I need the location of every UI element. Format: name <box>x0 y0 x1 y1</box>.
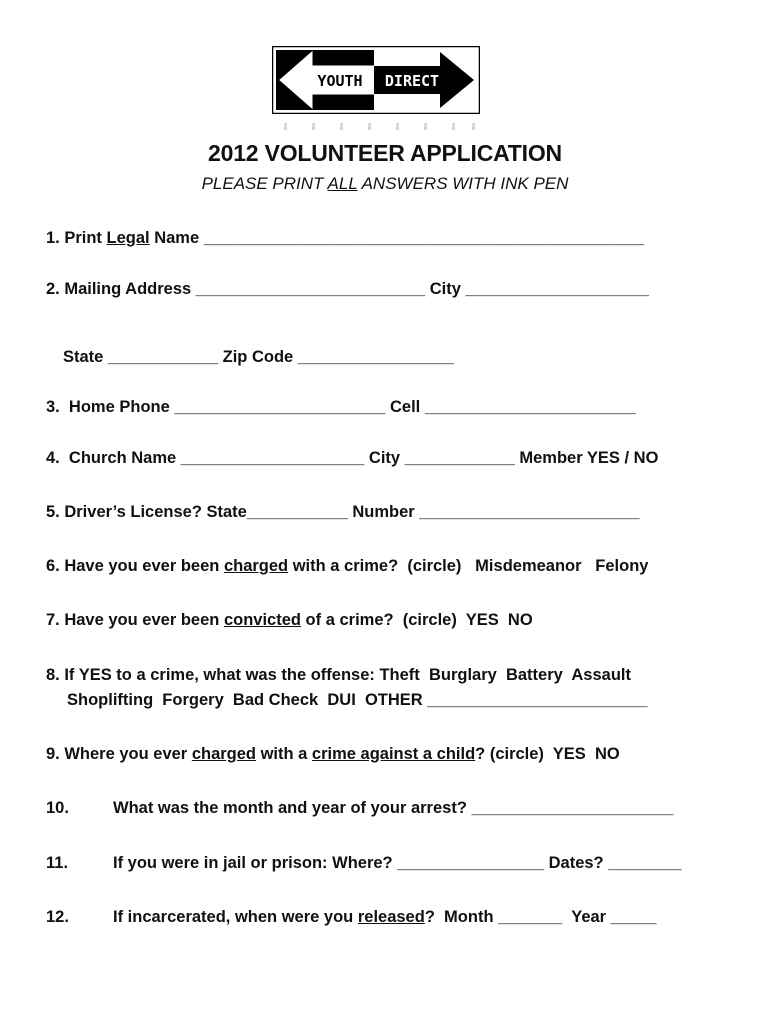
question-5-drivers-license[interactable]: 5. Driver’s License? State___________ Number ________________________ <box>46 503 640 521</box>
form-instructions: PLEASE PRINT ALL ANSWERS WITH INK PEN <box>201 174 569 193</box>
form-title: 2012 VOLUNTEER APPLICATION <box>208 140 562 166</box>
logo-youth-text: YOUTH <box>317 72 363 90</box>
question-4-church[interactable]: 4. Church Name ____________________ City ____________ Member YES / NO <box>46 449 659 467</box>
question-9-crime-against-child[interactable]: 9. Where you ever charged with a crime against a child? (circle) YES NO <box>46 745 620 763</box>
logo-faint-tagline <box>272 118 480 134</box>
youth-direct-logo <box>272 46 480 114</box>
question-6-charged[interactable]: 6. Have you ever been charged with a crime? (circle) Misdemeanor Felony <box>46 557 649 575</box>
question-12-release-date[interactable]: 12. If incarcerated, when were you released? Month _______ Year _____ <box>46 908 657 926</box>
question-11-jail-location[interactable]: 11. If you were in jail or prison: Where? ________________ Dates? ________ <box>46 854 682 872</box>
question-3-phone[interactable]: 3. Home Phone _______________________ Cell _______________________ <box>46 398 636 416</box>
question-2-mailing-address[interactable]: 2. Mailing Address _________________________ City ____________________ <box>46 280 650 298</box>
question-8-offense-other[interactable]: Shoplifting Forgery Bad Check DUI OTHER ________________________ <box>67 691 648 709</box>
question-10-arrest-date[interactable]: 10. What was the month and year of your arrest? ______________________ <box>46 799 674 817</box>
question-1-legal-name[interactable]: 1. Print Legal Name ________________________________________________ <box>46 229 645 247</box>
question-7-convicted[interactable]: 7. Have you ever been convicted of a crime? (circle) YES NO <box>46 611 533 629</box>
logo-direct-text: DIRECT <box>384 72 440 90</box>
question-2-state-zip[interactable]: State ____________ Zip Code _________________ <box>63 348 454 366</box>
question-8-offense-types[interactable]: 8. If YES to a crime, what was the offense: Theft Burglary Battery Assault <box>46 666 631 684</box>
